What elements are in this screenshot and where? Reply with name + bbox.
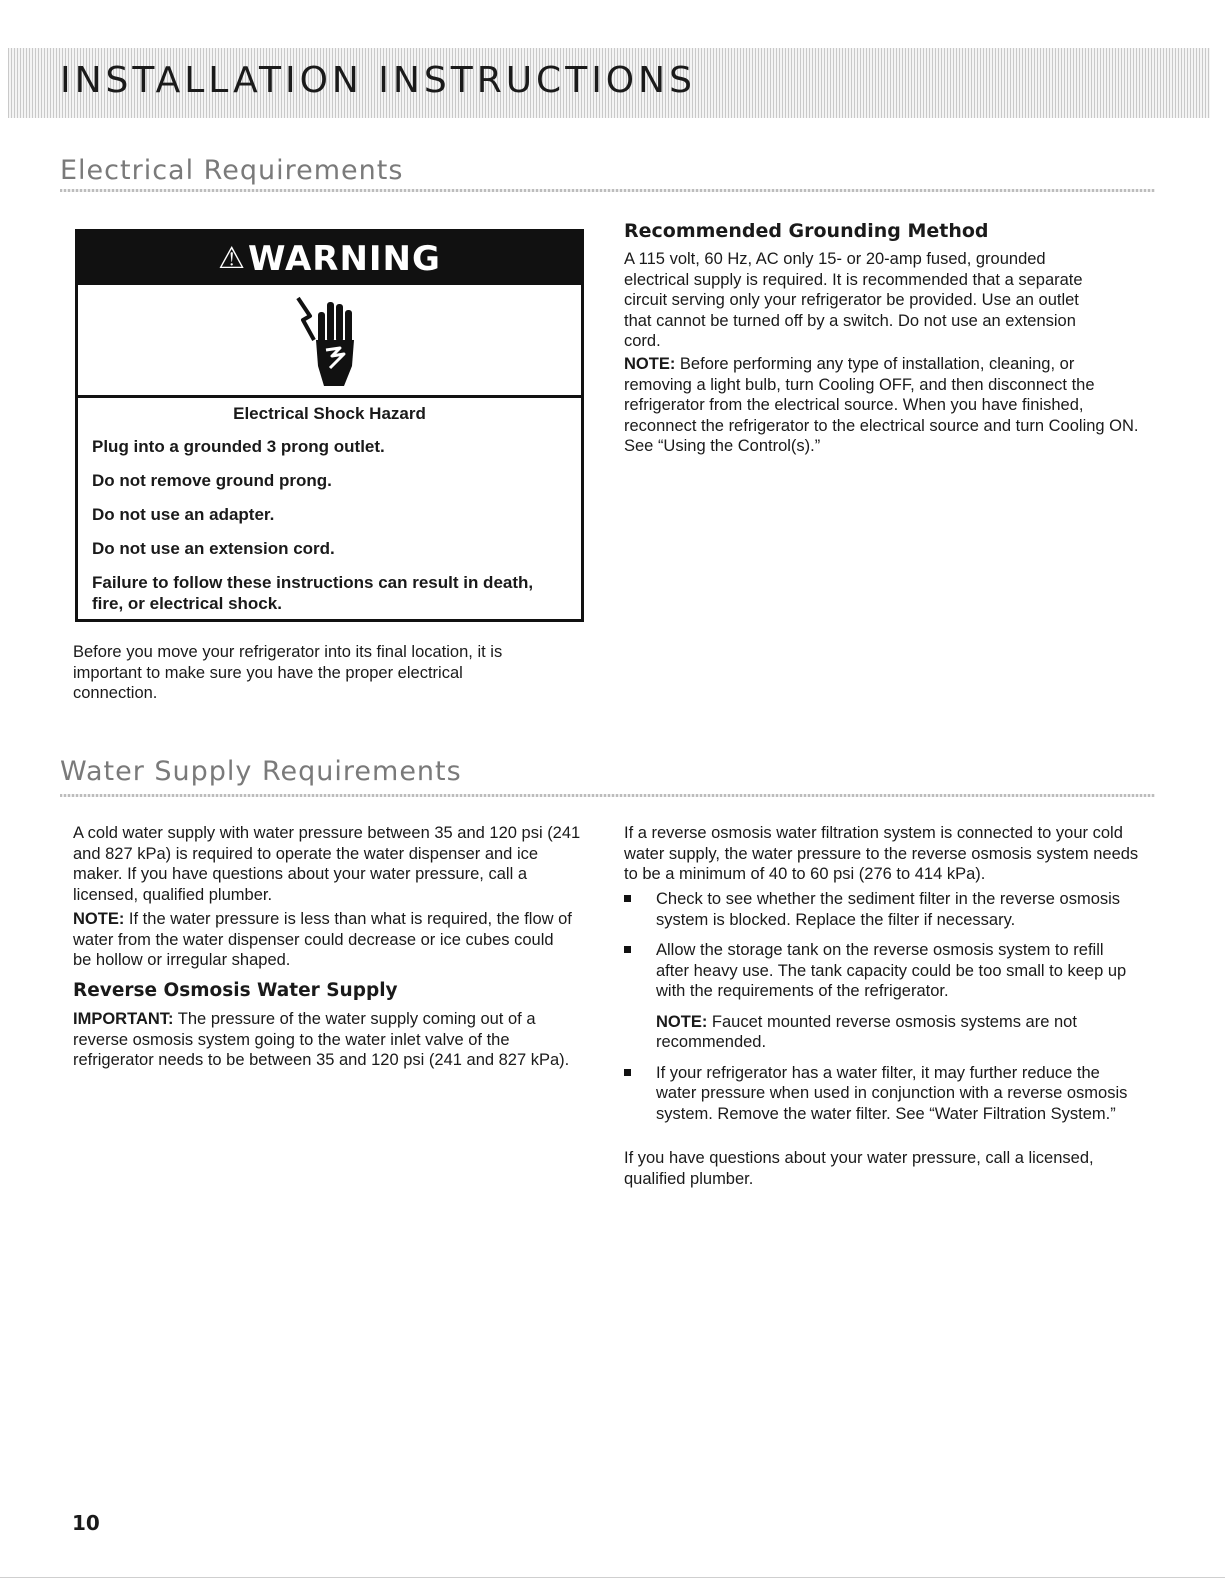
closing-text: If you have questions about your water pressure, call a licensed, qualified plumber. xyxy=(624,1149,1094,1188)
electrical-shock-hand-icon xyxy=(78,285,581,398)
section-divider xyxy=(60,794,1155,797)
bullet-note xyxy=(656,1012,1116,1053)
reverse-osmosis-heading: Reverse Osmosis Water Supply xyxy=(73,980,398,1001)
bullet-text: Allow the storage tank on the reverse osmosis system to refill after heavy use. The tank capacity could be too small to keep up with the requirements of the refrigerator. xyxy=(656,941,1127,1000)
electrical-requirements-heading: Electrical Requirements xyxy=(60,155,404,186)
note-text: If the water pressure is less than what is required, the flow of water from the water dispenser could decrease or ice cubes could be hollow or irregular shaped. xyxy=(73,910,572,969)
page-number: 10 xyxy=(72,1511,100,1535)
title-banner xyxy=(8,48,1210,118)
warning-box xyxy=(75,229,584,622)
important-text xyxy=(73,1009,585,1071)
warning-line-2: Do not remove ground prong. xyxy=(92,471,332,490)
note-text: Before performing any type of installation, cleaning, or removing a light bulb, turn Cooling OFF, and then disconnect the refrigerator from the electrical source. When you have finished, reconnect the refrigerator to the electrical source and turn Cooling ON. See “Using the Control(s).” xyxy=(624,355,1139,455)
note-label: NOTE: xyxy=(624,355,676,373)
warning-triangle-icon: ⚠ xyxy=(218,241,246,276)
note-label: NOTE: xyxy=(73,910,125,928)
list-item xyxy=(624,1063,1139,1125)
grounding-note xyxy=(624,354,1144,457)
water-note xyxy=(73,909,573,971)
bullet-icon xyxy=(624,946,631,953)
section-divider xyxy=(60,189,1155,192)
important-body: The pressure of the water supply coming out of a reverse osmosis system going to the water inlet valve of the refrigerator needs to be between 35 and 120 psi (241 and 827 kPa). xyxy=(73,1010,570,1069)
grounding-text: A 115 volt, 60 Hz, AC only 15- or 20-amp fused, grounded electrical supply is required. It is recommended that a separate circuit serving only your refrigerator be provided. Use an outlet that cannot be turned off by a switch. Do not use an extension cord. xyxy=(624,250,1083,350)
warning-line-4: Do not use an extension cord. xyxy=(92,539,335,558)
bottom-divider xyxy=(0,1577,1225,1578)
bullet-icon xyxy=(624,895,631,902)
note-text: Faucet mounted reverse osmosis systems are not recommended. xyxy=(656,1012,1077,1051)
grounding-method-heading: Recommended Grounding Method xyxy=(624,220,989,242)
ro-intro-text: If a reverse osmosis water filtration system is connected to your cold water supply, the water pressure to the reverse osmosis system needs to be a minimum of 40 to 60 psi (276 to 414 kPa). xyxy=(624,824,1139,883)
important-label: IMPORTANT: xyxy=(73,1010,174,1028)
list-item xyxy=(624,889,1139,930)
list-item xyxy=(624,940,1139,1053)
note-label: NOTE: xyxy=(656,1012,708,1031)
warning-label: WARNING xyxy=(247,238,441,279)
ro-bullet-list xyxy=(624,889,1139,1134)
bullet-text: Check to see whether the sediment filter in the reverse osmosis system is blocked. Replace the filter if necessary. xyxy=(656,890,1121,929)
warning-line-5: Failure to follow these instructions can result in death, fire, or electrical shock. xyxy=(92,573,534,613)
warning-line-3: Do not use an adapter. xyxy=(92,505,275,524)
hazard-title: Electrical Shock Hazard xyxy=(233,404,426,423)
warning-header xyxy=(78,232,581,285)
bullet-icon xyxy=(624,1069,631,1076)
bullet-text: If your refrigerator has a water filter, it may further reduce the water pressure when used in conjunction with a reverse osmosis system. Remove the water filter. See “Water Filtration System.” xyxy=(656,1063,1128,1123)
page-title: INSTALLATION INSTRUCTIONS xyxy=(60,60,696,101)
before-move-text: Before you move your refrigerator into its final location, it is important to make sure you have the proper electrical connection. xyxy=(73,643,503,702)
warning-line-1: Plug into a grounded 3 prong outlet. xyxy=(92,437,385,456)
water-intro-text: A cold water supply with water pressure between 35 and 120 psi (241 and 827 kPa) is required to operate the water dispenser and ice maker. If you have questions about your water pressure, call a licensed, qualified plumber. xyxy=(73,824,581,904)
water-supply-heading: Water Supply Requirements xyxy=(60,756,462,787)
